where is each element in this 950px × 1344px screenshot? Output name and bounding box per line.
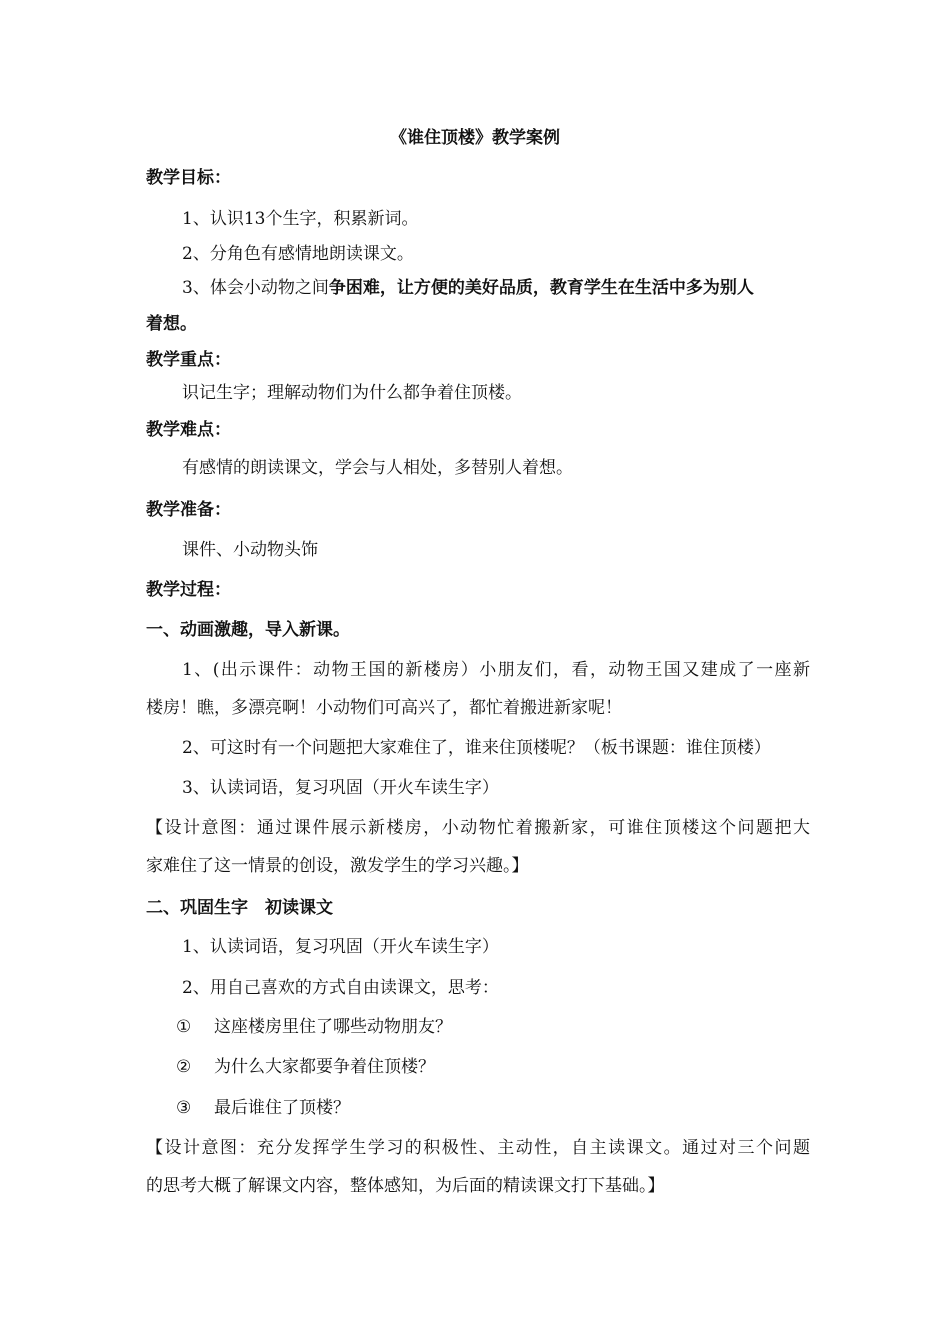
key-points-text: 识记生字；理解动物们为什么都争着住顶楼。 — [182, 383, 522, 403]
goal-1: 1、认识13个生字，积累新词。 — [182, 209, 419, 229]
section-2-paragraph-1: 1、认读词语，复习巩固（开火车读生字） — [182, 937, 499, 957]
question-1 — [176, 1017, 840, 1037]
difficulty-heading: 教学难点： — [146, 420, 231, 440]
goal-3 — [182, 278, 810, 298]
question-1-text: 这座楼房里住了哪些动物朋友？ — [214, 1017, 452, 1037]
preparation-text: 课件、小动物头饰 — [182, 540, 318, 560]
design-note-2-line-1: 【设计意图：充分发挥学生学习的积极性、主动性，自主读课文。通过对三个问题 — [146, 1138, 810, 1158]
design-note-2-line-2: 的思考大概了解课文内容，整体感知，为后面的精读课文打下基础。】 — [146, 1176, 665, 1196]
document-title: 《谁住顶楼》教学案例 — [390, 128, 560, 148]
question-2 — [176, 1057, 840, 1077]
goal-3-plain: 3、体会小动物之间 — [182, 278, 329, 298]
section-1-heading: 一、动画激趣，导入新课。 — [146, 620, 350, 640]
key-points-heading: 教学重点： — [146, 350, 231, 370]
goal-3-bold: 争困难，让方便的美好品质，教育学生在生活中多为别人 — [328, 278, 754, 298]
process-heading: 教学过程： — [146, 580, 231, 600]
section-1-paragraph-1-line-2: 楼房！瞧，多漂亮啊！小动物们可高兴了，都忙着搬进新家呢！ — [146, 698, 622, 718]
question-2-number: ② — [176, 1057, 192, 1077]
section-2-paragraph-2: 2、用自己喜欢的方式自由读课文，思考： — [182, 978, 499, 998]
question-2-text: 为什么大家都要争着住顶楼？ — [214, 1057, 435, 1077]
section-1-paragraph-1-line-1: 1、(出示课件：动物王国的新楼房）小朋友们，看，动物王国又建成了一座新 — [182, 660, 810, 680]
design-note-1-line-1: 【设计意图：通过课件展示新楼房，小动物忙着搬新家，可谁住顶楼这个问题把大 — [146, 818, 810, 838]
question-3-number: ③ — [176, 1098, 192, 1118]
preparation-heading: 教学准备： — [146, 500, 231, 520]
section-2-heading: 二、巩固生字 初读课文 — [146, 898, 333, 918]
design-note-1-line-2: 家难住了这一情景的创设，激发学生的学习兴趣。】 — [146, 856, 529, 876]
goals-heading: 教学目标： — [146, 168, 231, 188]
section-1-paragraph-2: 2、可这时有一个问题把大家难住了，谁来住顶楼呢？（板书课题：谁住顶楼） — [182, 738, 771, 758]
question-3 — [176, 1098, 840, 1118]
goal-2: 2、分角色有感情地朗读课文。 — [182, 244, 414, 264]
section-1-paragraph-3: 3、认读词语，复习巩固（开火车读生字） — [182, 778, 499, 798]
goal-3-continuation: 着想。 — [146, 314, 197, 334]
question-3-text: 最后谁住了顶楼？ — [214, 1098, 350, 1118]
question-1-number: ① — [176, 1017, 192, 1037]
difficulty-text: 有感情的朗读课文，学会与人相处，多替别人着想。 — [182, 458, 573, 478]
